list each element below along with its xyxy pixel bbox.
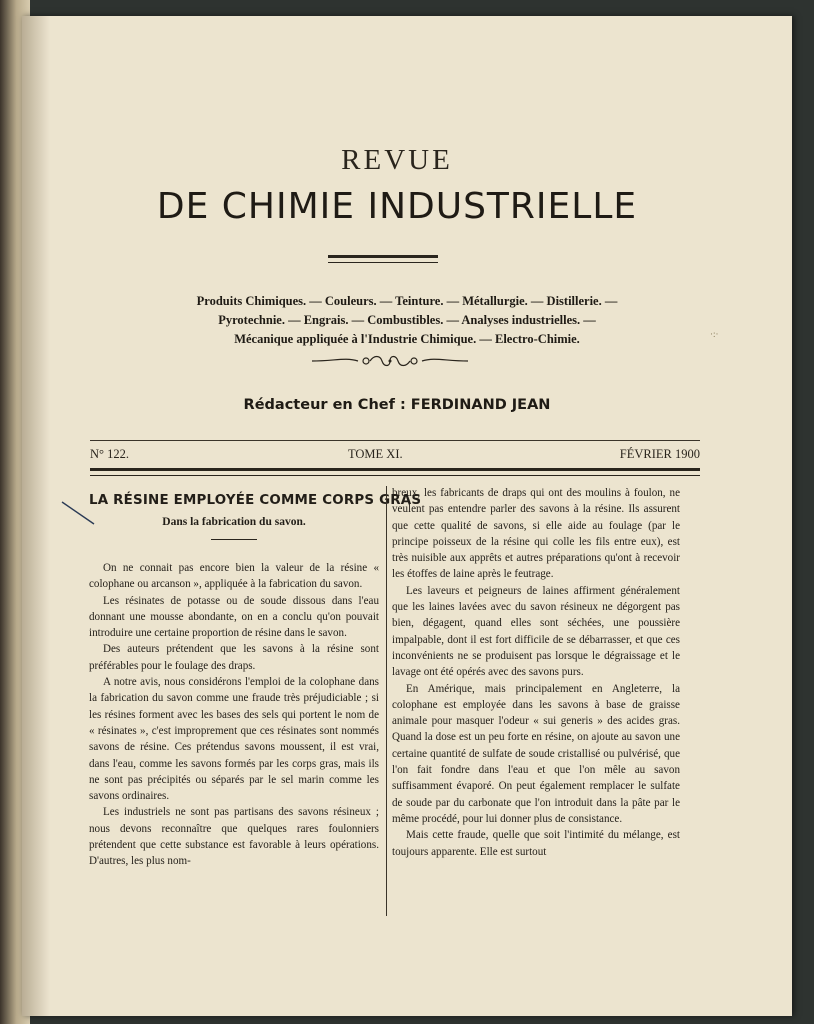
paragraph: breux, les fabricants de draps qui ont des moulins à foulon, ne veulent pas entendre parler des savons à la résine. Ils assurent que cette qualité de savons, si elle aide au foulage (par le principe poisseux de la résine qui colle les fils entre eux), est très nuisible aux apprêts et autres préparations qu'ont à recevoir les étoffes de laine après le feutrage. [392, 487, 680, 581]
issue-number: N° 122. [90, 447, 130, 461]
article-title: LA RÉSINE EMPLOYÉE COMME CORPS GRAS [89, 493, 422, 508]
subjects-line: Mécanique appliquée à l'Industrie Chimique. — Electro-Chimie. [234, 332, 580, 346]
paper-specks: ·:· [710, 329, 719, 339]
article-title-rule [211, 539, 257, 540]
article-column-left [89, 492, 422, 870]
issue-date: FÉVRIER 1900 [619, 447, 700, 461]
subjects-line: Produits Chimiques. — Couleurs. — Teinture. — Métallurgie. — Distillerie. — [196, 294, 618, 308]
paragraph: On ne connait pas encore bien la valeur de la résine « colophane ou arcanson », appliquée à la fabrication du savon. [89, 562, 379, 591]
paragraph: Des auteurs prétendent que les savons à la résine sont préférables pour le foulage des draps. [89, 643, 379, 672]
ornament-flourish-icon [310, 352, 470, 368]
subjects-list [62, 292, 752, 349]
journal-name: REVUE [341, 144, 453, 176]
title-rule [328, 255, 438, 263]
journal-page [22, 16, 792, 1016]
article-column-right [392, 485, 680, 860]
paragraph: Mais cette fraude, quelle que soit l'intimité du mélange, est toujours apparente. Elle est surtout [392, 829, 680, 858]
article-subtitle: Dans la fabrication du savon. [162, 516, 306, 528]
paragraph: A notre avis, nous considérons l'emploi de la colophane dans la fabrication du savon comme une fraude très préjudiciable ; si les résines forment avec les bases des sels qui portent le nom de « résinates », c'est improprement que ces résinates sont nommés savons de résine. Ces prétendus savons moussent, il est vrai, dans l'eau, comme les savons formés par les corps gras, mais ils ne sont pas précipités ou séparés par le sel marin comme les savons ordinaires. [89, 676, 379, 803]
issue-rule-bottom [90, 468, 700, 476]
paragraph: Les industriels ne sont pas partisans des savons résineux ; nous devons reconnaître que quelques rares foulonniers prétendent que cette substance est favorable à leurs opérations. D'autres, les plus nom- [89, 806, 379, 868]
paragraph: Les résinates de potasse ou de soude dissous dans l'eau donnant une mousse abondante, on en a conclu qu'on pouvait introduire une certaine proportion de résine dans le savon. [89, 594, 379, 640]
issue-rule-top [90, 440, 700, 441]
journal-title: DE CHIMIE INDUSTRIELLE [156, 186, 638, 227]
subjects-line: Pyrotechnie. — Engrais. — Combustibles. — Analyses industrielles. — [218, 313, 596, 327]
column-divider [386, 486, 387, 916]
paragraph: Les laveurs et peigneurs de laines affirment généralement que les laines lavées avec du savon résineux ne dégorgent pas bien, dégagent, quand elles sont séchées, une poussière impalpable, dont il est fort difficile de se débarrasser, et que ces inconvénients ne se produisent pas lorsque le dégraissage et le lavage ont été opérés avec des savons purs. [392, 584, 680, 679]
editor-in-chief: Rédacteur en Chef : FERDINAND JEAN [243, 397, 551, 413]
issue-tome: TOME XI. [348, 447, 403, 461]
paragraph: En Amérique, mais principalement en Angleterre, la colophane est employée dans les savons à base de graisse animale pour masquer l'odeur « sui generis » des acides gras. Quand la dose est un peu forte en résine, on ajoute au savon une certaine quantité de sulfate de soude cristallisé ou pulvérisé, que l'on fait fondre dans l'eau et que l'on mêle au savon suffisamment évaporé. On peut également remplacer le sulfate de soude par du carbonate que l'on introduit dans la pâte par le même procédé, pour lui donner plus de consistance. [392, 682, 680, 825]
